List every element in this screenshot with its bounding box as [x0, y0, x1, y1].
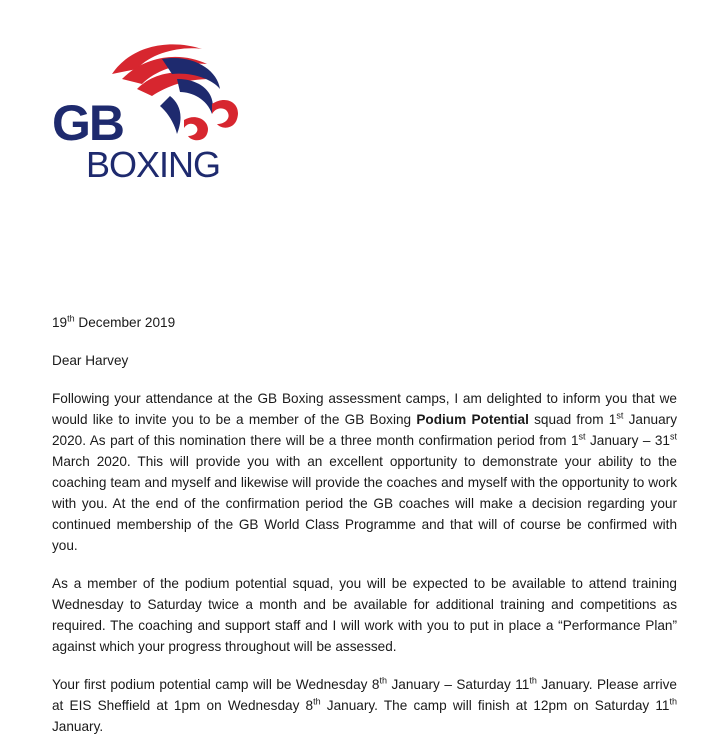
- paragraph-invitation: Following your attendance at the GB Boxing assessment camps, I am delighted to inform you that we would like to invite you to be a member of the GB Boxing Podium Potential squad from 1st January 2020. As part of this nomination there will be a three month confirmation period from 1st January – 31st March 2020. This will provide you with an excellent opportunity to demonstrate your ability to the coaching team and myself and likewise will provide the coaches and myself with the opportunity to work with you. At the end of the confirmation period the GB coaches will make a decision regarding your continued membership of the GB World Class Programme and that will of course be confirmed with you.: [52, 391, 678, 553]
- paragraph-expectations: As a member of the podium potential squad, you will be expected to be available to attend training Wednesday to Saturday twice a month and be available for additional training and competitions as required. The coaching and support staff and I will work with you to put in place a “Performance Plan” against which your progress throughout will be assessed.: [52, 576, 677, 654]
- logo-boxing-text: BOXING: [86, 144, 221, 185]
- paragraph-first-camp: Your first podium potential camp will be Wednesday 8th January – Saturday 11th January. Please arrive at EIS Sheffield at 1pm on Wednesday 8th January. The camp will finish at 12pm on Saturday 11th January.: [52, 675, 677, 734]
- salutation: Dear Harvey: [52, 353, 129, 368]
- letter-date: 19th December 2019: [52, 313, 176, 330]
- letter-body: [52, 312, 677, 754]
- gb-boxing-logo: [52, 34, 252, 184]
- logo-gb-text: GB: [52, 95, 123, 151]
